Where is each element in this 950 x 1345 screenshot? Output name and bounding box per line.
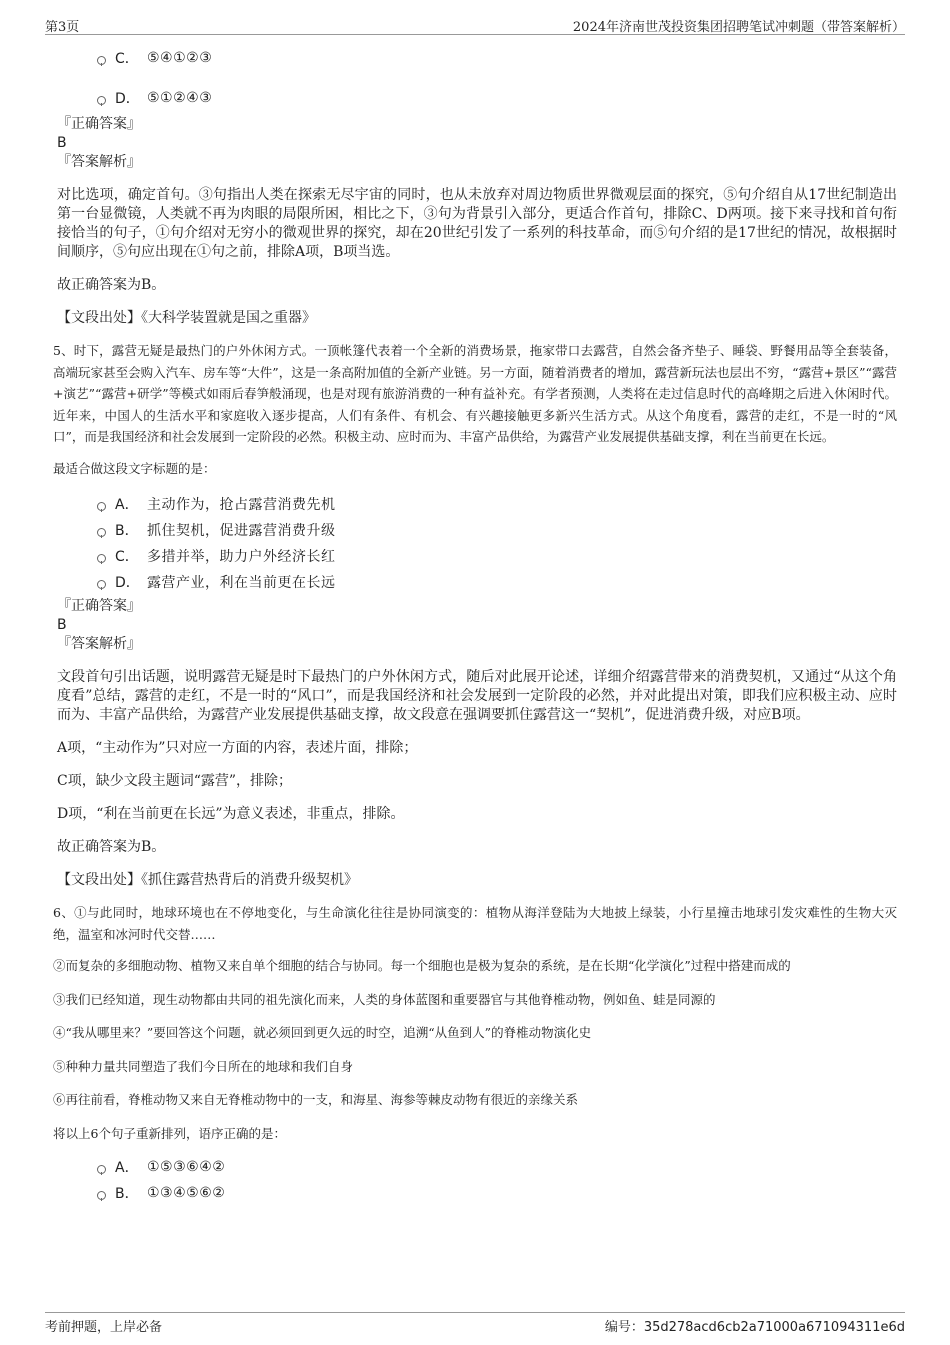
q6-option-b[interactable] xyxy=(57,1180,897,1206)
option-letter: B． xyxy=(115,523,139,539)
option-letter: D． xyxy=(115,575,140,591)
radio-icon[interactable] xyxy=(97,554,106,563)
q5-option-b[interactable] xyxy=(57,517,897,543)
page-header xyxy=(45,14,905,35)
option-a-note: A项，“主动作为”只对应一方面的内容，表述片面，排除； xyxy=(57,740,418,756)
q4-option-d[interactable] xyxy=(57,85,897,111)
option-text: ⑤④①②③ xyxy=(147,50,213,66)
analysis-label: 『答案解析』 xyxy=(57,154,141,170)
option-text: ⑤①②④③ xyxy=(147,90,213,106)
radio-icon[interactable] xyxy=(97,56,106,65)
option-letter: B． xyxy=(115,1186,139,1202)
option-text: 主动作为，抢占露营消费先机 xyxy=(147,497,336,513)
option-text: ①⑤③⑥④② xyxy=(147,1159,226,1175)
analysis-label: 『答案解析』 xyxy=(57,636,141,652)
radio-icon[interactable] xyxy=(97,528,106,537)
option-letter: D． xyxy=(115,91,140,107)
question-prompt: 将以上6个句子重新排列，语序正确的是： xyxy=(53,1125,286,1141)
analysis-text: 文段首句引出话题，说明露营无疑是时下最热门的户外休闲方式，随后对此展开论述，详细介绍露营带来的消费契机，又通过“从这个角度看”总结，露营的走红，不是一时的“风口”，而是我国经济和社会发展到一定阶段的必然，并对此提出对策，即我们应积极主动、应时而为、丰富产品供给，为露营产业发展提供基础支撑，故文段意在强调要抓住露营这一“契机”，促进消费升级，对应B项。 xyxy=(57,669,897,723)
sentence-5: ⑤种种力量共同塑造了我们今日所在的地球和我们自身 xyxy=(53,1058,354,1074)
q4-option-c[interactable] xyxy=(57,45,897,71)
radio-icon[interactable] xyxy=(97,502,106,511)
option-text: ①③④⑤⑥② xyxy=(147,1185,226,1201)
option-d-note: D项，“利在当前更在长远”为意义表述，非重点，排除。 xyxy=(57,806,405,822)
q5-option-d[interactable] xyxy=(57,569,897,595)
document-id: 编号：35d278acd6cb2a71000a671094311e6d xyxy=(604,1320,905,1335)
answer-label: 『正确答案』 xyxy=(57,598,141,614)
option-text: 抓住契机，促进露营消费升级 xyxy=(147,523,336,539)
sentence-4: ④“我从哪里来？”要回答这个问题，就必须回到更久远的时空，追溯“从鱼到人”的脊椎动物演化史 xyxy=(53,1025,592,1040)
answer-value: B xyxy=(57,617,67,633)
option-letter: A． xyxy=(115,1160,139,1176)
sentence-2: ②而复杂的多细胞动物、植物又来自单个细胞的结合与协同。每一个细胞也是极为复杂的系统，是在长期“化学演化”过程中搭建而成的 xyxy=(53,958,791,973)
option-c-note: C项，缺少文段主题词“露营”，排除； xyxy=(57,773,293,789)
analysis-text: 对比选项，确定首句。③句指出人类在探索无尽宇宙的同时，也从未放弃对周边物质世界微观层面的探究，⑤句介绍自从17世纪制造出第一台显微镜，人类就不再为肉眼的局限所困，相比之下，③句为背景引入部分，更适合作首句，排除C、D两项。接下来寻找和首句衔接恰当的句子，①句介绍对无穷小的微观世界的探究，却在20世纪引发了一系列的科技革命，而⑤句介绍的是17世纪的情况，故根据时间顺序，⑤句应出现在①句之前，排除A项，B项当选。 xyxy=(57,187,897,260)
conclusion-text: 故正确答案为B。 xyxy=(57,839,166,855)
question-stem: 6、①与此同时，地球环境也在不停地变化，与生命演化往往是协同演变的：植物从海洋登陆为大地披上绿装，小行星撞击地球引发灾难性的生物大灭绝，温室和冰河时代交替…… xyxy=(53,905,897,942)
option-letter: C． xyxy=(115,549,139,565)
option-text: 露营产业，利在当前更在长远 xyxy=(147,575,336,591)
conclusion-text: 故正确答案为B。 xyxy=(57,277,166,293)
question-stem: 5、时下，露营无疑是最热门的户外休闲方式。一顶帐篷代表着一个全新的消费场景，拖家带口去露营，自然会备齐垫子、睡袋、野餐用品等全套装备，高端玩家甚至会购入汽车、房车等“大件”，这是一条高附加值的全新产业链。另一方面，随着消费者的增加，露营新玩法也层出不穷，“露营+景区”“露营+演艺”“露营+研学”等模式如雨后春笋般涌现，也是对现有旅游消费的一种有益补充。有学者预测，人类将在走过信息时代的高峰期之后进入休闲时代。近年来，中国人的生活水平和家庭收入逐步提高，人们有条件、有机会、有兴趣接触更多新兴生活方式。从这个角度看，露营的走红，不是一时的“风口”，而是我国经济和社会发展到一定阶段的必然。积极主动、应时而为、丰富产品供给，为露营产业发展提供基础支撑，利在当前更在长远。 xyxy=(53,343,897,444)
radio-icon[interactable] xyxy=(97,580,106,589)
option-letter: A． xyxy=(115,497,139,513)
sentence-6: ⑥再往前看，脊椎动物又来自无脊椎动物中的一支，和海星、海参等棘皮动物有很近的亲缘关系 xyxy=(53,1092,579,1107)
radio-icon[interactable] xyxy=(97,96,106,105)
answer-value: B xyxy=(57,135,67,151)
source-citation: 【文段出处】《大科学装置就是国之重器》 xyxy=(57,310,316,326)
footer-slogan: 考前押题，上岸必备 xyxy=(45,1320,163,1335)
sentence-3: ③我们已经知道，现生动物都由共同的祖先演化而来，人类的身体蓝图和重要器官与其他脊椎动物，例如鱼、蛙是同源的 xyxy=(53,991,716,1007)
document-body xyxy=(53,45,897,1232)
page-number: 第3页 xyxy=(45,20,80,35)
q5-option-c[interactable] xyxy=(57,543,897,569)
document-title: 2024年济南世茂投资集团招聘笔试冲刺题（带答案解析） xyxy=(572,20,905,35)
q6-option-a[interactable] xyxy=(57,1154,897,1180)
q5-option-a[interactable] xyxy=(57,491,897,517)
radio-icon[interactable] xyxy=(97,1191,106,1200)
page-footer xyxy=(45,1312,905,1337)
question-prompt: 最适合做这段文字标题的是： xyxy=(53,460,216,476)
option-letter: C． xyxy=(115,51,139,67)
option-text: 多措并举，助力户外经济长红 xyxy=(147,549,336,565)
answer-label: 『正确答案』 xyxy=(57,116,141,132)
radio-icon[interactable] xyxy=(97,1165,106,1174)
source-citation: 【文段出处】《抓住露营热背后的消费升级契机》 xyxy=(57,872,358,888)
